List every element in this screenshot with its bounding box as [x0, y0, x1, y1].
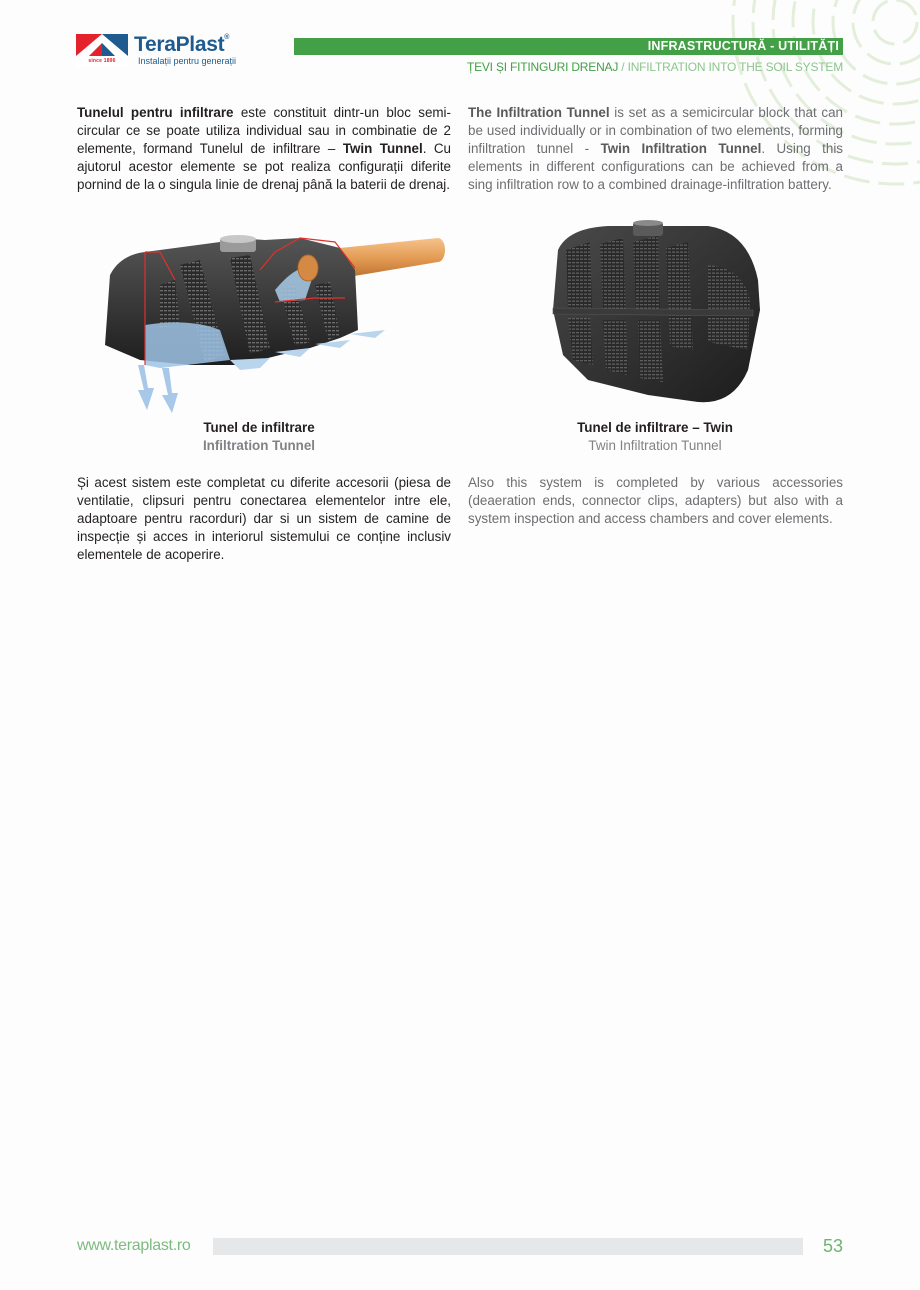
intro-paragraph-ro: Tunelul pentru infiltrare este constituit dintr-un bloc semi-circular ce se poate utiliza individual sau in combinatie de 2 elemente, formand Tunelul de infiltrare – Twin Tunnel. Cu ajutorul acestor elemente se pot realiza configurații diferite pornind de la o singula linie de drenaj până la baterii de drenaj. — [77, 105, 451, 192]
teraplast-logo — [76, 34, 246, 68]
twin-infiltration-tunnel-image — [548, 220, 763, 410]
website-link[interactable]: www.teraplast.ro — [77, 1237, 191, 1254]
section-header-bar — [294, 38, 843, 55]
figure-caption-twin-tunnel — [526, 419, 784, 455]
figure-caption-infiltration-tunnel — [130, 419, 388, 455]
caption-en: Twin Infiltration Tunnel — [588, 438, 722, 453]
section-subtitle — [467, 60, 843, 74]
subtitle-en: INFILTRATION INTO THE SOIL SYSTEM — [627, 60, 843, 74]
subtitle-ro: ȚEVI ȘI FITINGURI DRENAJ — [466, 60, 619, 74]
accessories-paragraph-en: Also this system is completed by various accessories (deaeration ends, connector clips, adapters) but also with a system inspection and access chambers and cover elements. — [468, 475, 843, 526]
brand-name: TeraPlast® — [134, 33, 230, 56]
footer-divider-bar — [213, 1238, 803, 1255]
section-title: INFRASTRUCTURĂ - UTILITĂȚI — [647, 39, 839, 53]
caption-ro: Tunel de infiltrare – Twin — [577, 420, 733, 435]
caption-ro: Tunel de infiltrare — [203, 420, 315, 435]
since-label: since 1896 — [88, 58, 116, 64]
subtitle-separator: / — [618, 60, 628, 74]
intro-paragraph-en: The Infiltration Tunnel is set as a semicircular block that can be used individually or in combination of two elements, forming infiltration tunnel - Twin Infiltration Tunnel. Using this elements in different configurations can be achieved from a sing infiltration row to a combined drainage-infiltration battery. — [468, 105, 843, 192]
caption-en: Infiltration Tunnel — [202, 438, 316, 453]
page-number: 53 — [823, 1236, 844, 1256]
brand-tagline: Instalații pentru generații — [138, 56, 237, 66]
accessories-paragraph-ro: Și acest sistem este completat cu diferite accesorii (piesa de ventilatie, clipsuri pentru conectarea elementelor intre ele, adaptoare pentru racorduri) dar si un sistem de camine de inspecție și acces in interiorul sistemului ce conține inclusiv elementele de acoperire. — [77, 475, 451, 562]
infiltration-tunnel-image — [100, 230, 450, 415]
